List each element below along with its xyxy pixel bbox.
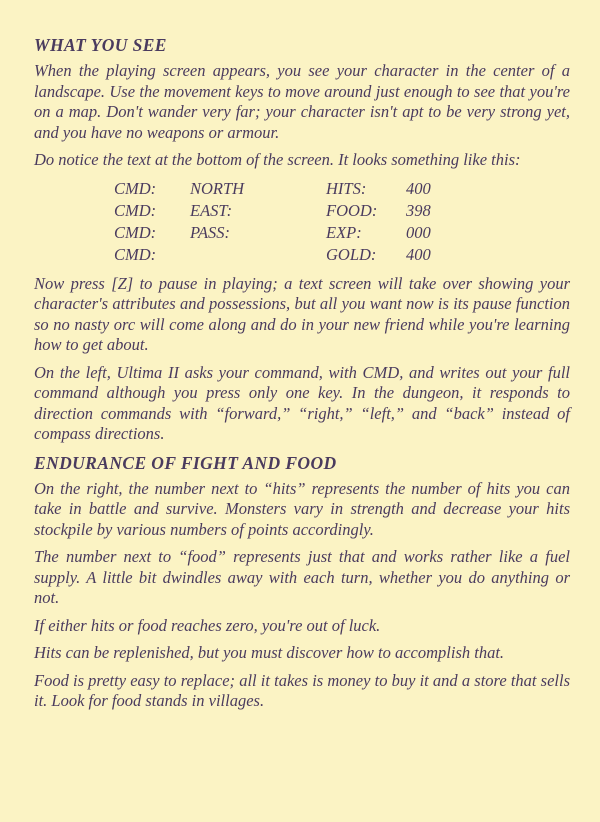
stat-label: HITS: — [326, 178, 367, 198]
paragraph: When the playing screen appears, you see your character in the center of a landscape. Use the movement keys to move around just enough to see that you're on a map. Don't wander very far; your character isn't apt to be very strong yet, and you have no weapons or armour. — [34, 61, 570, 142]
paragraph: On the left, Ultima II asks your command, with CMD, and writes out your full command although you press only one key. In the dungeon, it responds to direction commands with “forward,” “right,” “left,” and “back” instead of compass directions. — [34, 362, 570, 443]
stat-label: FOOD: — [326, 200, 378, 220]
command-value: PASS: — [190, 222, 231, 242]
status-row — [114, 178, 570, 200]
paragraph: Food is pretty easy to replace; all it takes is money to buy it and a store that sells it. Look for food stands in villages. — [34, 670, 570, 710]
stat-value: 400 — [406, 244, 431, 264]
stat-value: 400 — [406, 178, 431, 198]
status-row — [114, 244, 570, 266]
cmd-label: CMD: — [114, 178, 157, 198]
stat-label: EXP: — [326, 222, 362, 242]
stat-value: 000 — [406, 222, 431, 242]
section-heading-what-you-see: WHAT YOU SEE — [34, 35, 167, 55]
command-value — [190, 244, 326, 266]
paragraph: Do notice the text at the bottom of the screen. It looks something like this: — [34, 150, 521, 169]
paragraph: On the right, the number next to “hits” represents the number of hits you can take in battle and survive. Monsters vary in strength and decrease your hits stockpile by various numbers of points accordingly. — [34, 478, 570, 539]
status-display-example — [114, 178, 570, 266]
paragraph: Now press [Z] to pause in playing; a text screen will take over showing your character's attributes and possessions, but all you want now is its pause function so no nasty orc will come along and do in your new friend while you're learning how to get about. — [34, 273, 570, 354]
stat-value: 398 — [406, 200, 431, 220]
section-heading-endurance: ENDURANCE OF FIGHT AND FOOD — [34, 452, 337, 473]
cmd-label: CMD: — [114, 222, 157, 242]
paragraph: If either hits or food reaches zero, you're out of luck. — [34, 615, 381, 635]
status-row — [114, 222, 570, 244]
command-value: EAST: — [190, 200, 233, 220]
status-row — [114, 200, 570, 222]
command-value: NORTH — [190, 178, 245, 198]
cmd-label: CMD: — [114, 200, 157, 220]
cmd-label: CMD: — [114, 244, 157, 264]
stat-label: GOLD: — [326, 244, 377, 264]
paragraph: The number next to “food” represents just that and works rather like a fuel supply. A little bit dwindles away with each turn, whether you do anything or not. — [34, 547, 570, 607]
paragraph: Hits can be replenished, but you must discover how to accomplish that. — [34, 643, 505, 662]
